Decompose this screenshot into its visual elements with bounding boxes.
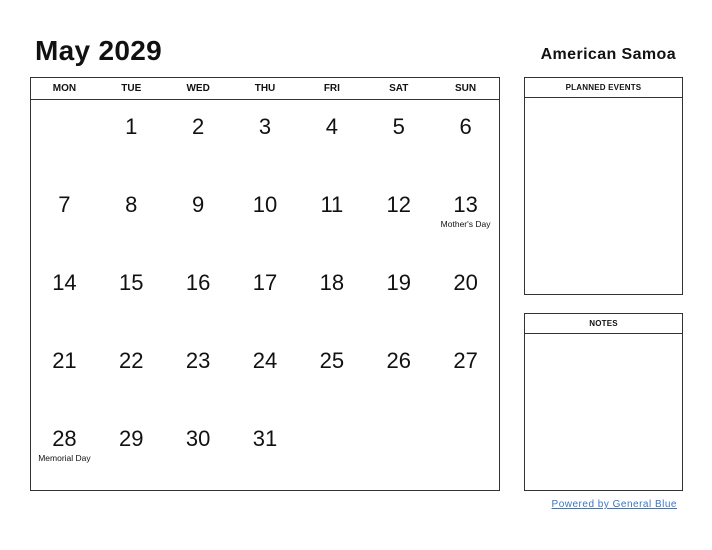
- calendar-week: [31, 178, 499, 256]
- day-number: 20: [453, 270, 478, 295]
- calendar-week: [31, 100, 499, 178]
- weekday-sat: SAT: [389, 83, 409, 94]
- calendar-day-cell: [365, 178, 432, 256]
- calendar-day-cell: [432, 334, 499, 412]
- calendar-day-cell: [365, 100, 432, 178]
- calendar-day-cell: [432, 256, 499, 334]
- calendar-day-cell: [165, 178, 232, 256]
- calendar-day-cell: [31, 178, 98, 256]
- day-number: 9: [192, 192, 205, 217]
- calendar-day-cell: [365, 412, 432, 490]
- day-number: 27: [453, 348, 478, 373]
- weekday-fri: FRI: [323, 83, 340, 94]
- day-number: 11: [320, 192, 344, 217]
- calendar-day-cell: [298, 178, 365, 256]
- calendar-day-cell: [232, 412, 299, 490]
- day-number: 3: [258, 114, 272, 139]
- calendar-day-cell: [165, 334, 232, 412]
- day-number: 2: [192, 114, 205, 139]
- calendar-day-cell: [298, 412, 365, 490]
- calendar-day-cell: [432, 412, 499, 490]
- calendar-day-cell: [165, 256, 232, 334]
- calendar-day-cell: [165, 100, 232, 178]
- day-number: 12: [386, 192, 411, 217]
- day-number: 29: [119, 426, 144, 451]
- day-number: 10: [252, 192, 278, 217]
- day-number: 14: [52, 270, 77, 295]
- calendar-week: [31, 334, 499, 412]
- calendar-grid: [30, 77, 500, 491]
- calendar-day-cell: [31, 412, 98, 490]
- day-number: 1: [125, 114, 138, 139]
- weekday-wed: WED: [186, 83, 210, 94]
- calendar-day-cell: [432, 100, 499, 178]
- weekday-thu: THU: [254, 83, 276, 94]
- calendar-day-cell: [298, 334, 365, 412]
- calendar-day-cell: [31, 334, 98, 412]
- planned-events-panel: [524, 77, 683, 295]
- day-number: 16: [185, 270, 211, 295]
- page-title: May 2029: [35, 35, 162, 66]
- planned-events-title: PLANNED EVENTS: [525, 78, 682, 98]
- day-number: 25: [319, 348, 345, 373]
- calendar-day-cell: [232, 334, 299, 412]
- calendar-week: [31, 412, 499, 490]
- calendar-day-cell: [232, 100, 299, 178]
- calendar-day-cell: [232, 256, 299, 334]
- day-number: 19: [386, 270, 411, 295]
- calendar-day-cell: [365, 334, 432, 412]
- calendar-day-cell: [31, 256, 98, 334]
- region-label: American Samoa: [540, 46, 676, 63]
- day-number: 18: [319, 270, 345, 295]
- notes-panel: [524, 313, 683, 491]
- weekday-mon: MON: [52, 83, 77, 94]
- day-number: 28: [52, 426, 77, 451]
- day-number: 24: [252, 348, 278, 373]
- day-holiday-label: Memorial Day: [38, 453, 91, 463]
- day-number: 4: [325, 114, 338, 139]
- calendar-day-cell: [98, 100, 165, 178]
- day-number: 21: [52, 348, 77, 373]
- calendar-day-cell: [298, 256, 365, 334]
- day-holiday-label: Mother's Day: [440, 219, 491, 229]
- weekday-tue: TUE: [121, 83, 142, 94]
- day-number: 26: [386, 348, 411, 373]
- day-number: 23: [185, 348, 211, 373]
- calendar-weeks: [31, 100, 499, 490]
- day-number: 5: [392, 114, 405, 139]
- calendar-day-cell: [165, 412, 232, 490]
- calendar-day-cell: [365, 256, 432, 334]
- calendar-day-cell: [98, 412, 165, 490]
- calendar-day-cell: [31, 100, 98, 178]
- day-number: 13: [453, 192, 478, 217]
- calendar-day-cell: [432, 178, 499, 256]
- weekday-header: [31, 78, 499, 100]
- day-number: 8: [125, 192, 138, 217]
- notes-title: NOTES: [525, 314, 682, 334]
- calendar-day-cell: [298, 100, 365, 178]
- day-number: 7: [58, 192, 71, 217]
- calendar-day-cell: [98, 178, 165, 256]
- calendar-day-cell: [232, 178, 299, 256]
- calendar-week: [31, 256, 499, 334]
- day-number: 30: [185, 426, 211, 451]
- day-number: 6: [459, 114, 472, 139]
- day-number: 17: [252, 270, 278, 295]
- day-number: 31: [252, 426, 278, 451]
- day-number: 22: [119, 348, 144, 373]
- calendar-day-cell: [98, 334, 165, 412]
- day-number: 15: [119, 270, 144, 295]
- calendar-day-cell: [98, 256, 165, 334]
- weekday-sun: SUN: [455, 83, 477, 94]
- powered-by-link[interactable]: Powered by General Blue: [551, 499, 677, 510]
